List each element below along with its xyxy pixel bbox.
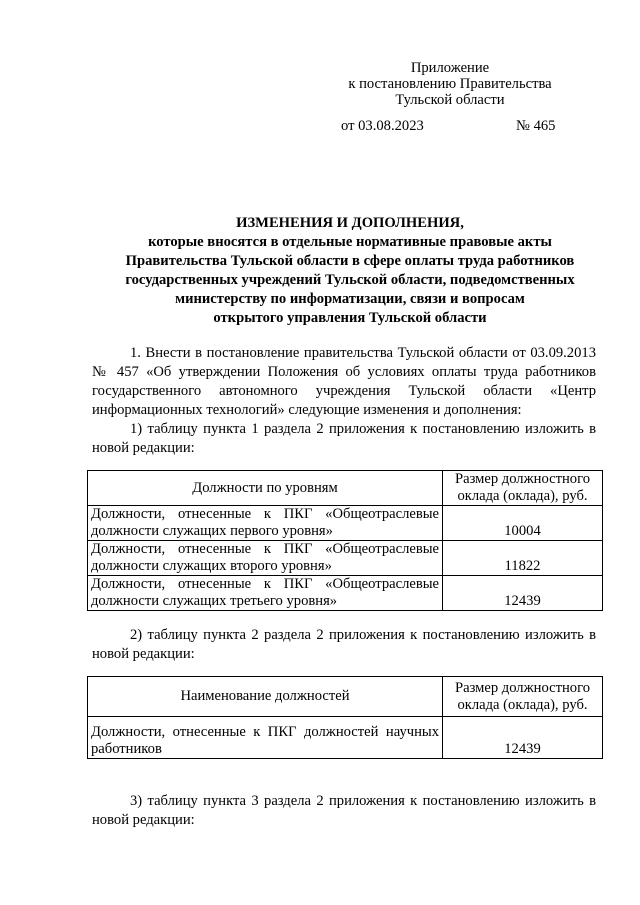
position-name: Должности, отнесенные к ПКГ «Общеотраслевые должности служащих третьего уровня» xyxy=(88,576,443,611)
document-title xyxy=(80,214,620,328)
position-name: Должности, отнесенные к ПКГ должностей научных работников xyxy=(88,717,443,759)
salary-value: 12439 xyxy=(443,576,603,611)
annex-line: к постановлению Правительства xyxy=(348,76,552,92)
paragraph-2: 1) таблицу пункта 1 раздела 2 приложения к постановлению изложить в новой редакции: xyxy=(92,421,596,456)
document-date: от 03.08.2023 xyxy=(341,118,424,134)
title-line: государственных учреждений Тульской области, подведомственных xyxy=(125,272,575,288)
position-name: Должности, отнесенные к ПКГ «Общеотраслевые должности служащих первого уровня» xyxy=(88,506,443,541)
title-line: ИЗМЕНЕНИЯ И ДОПОЛНЕНИЯ, xyxy=(236,215,464,231)
table-header: Должности по уровням xyxy=(88,471,443,506)
salary-value: 12439 xyxy=(443,717,603,759)
salary-value: 10004 xyxy=(443,506,603,541)
table-header: Размер должностного оклада (оклада), руб. xyxy=(443,677,603,717)
annex-line: Приложение xyxy=(410,60,490,76)
annex-block xyxy=(300,60,600,108)
salary-value: 11822 xyxy=(443,541,603,576)
title-line: открытого управления Тульской области xyxy=(213,310,487,326)
table-row xyxy=(88,576,603,611)
title-line: которые вносятся в отдельные нормативные правовые акты xyxy=(148,234,552,250)
salary-table-2 xyxy=(87,676,603,759)
title-line: Правительства Тульской области в сфере оплаты труда работников xyxy=(125,253,575,269)
document-number: № 465 xyxy=(516,118,556,134)
title-line: министерству по информатизации, связи и вопросам xyxy=(175,291,525,307)
paragraph-3: 2) таблицу пункта 2 раздела 2 приложения к постановлению изложить в новой редакции: xyxy=(92,627,596,662)
paragraph-4: 3) таблицу пункта 3 раздела 2 приложения к постановлению изложить в новой редакции: xyxy=(92,793,596,828)
salary-table-1 xyxy=(87,470,603,611)
table-header: Наименование должностей xyxy=(88,677,443,717)
table-header: Размер должностного оклада (оклада), руб. xyxy=(443,471,603,506)
annex-line: Тульской области xyxy=(395,92,505,108)
table-row xyxy=(88,717,603,759)
paragraph-1: 1. Внести в постановление правительства Тульской области от 03.09.2013 № 457 «Об утверждении Положения об условиях оплаты труда работников государственного автономного учреждения Тульской области «Центр информационных технологий» следующие изменения и дополнения: xyxy=(92,345,596,418)
table-row xyxy=(88,541,603,576)
table-row xyxy=(88,506,603,541)
position-name: Должности, отнесенные к ПКГ «Общеотраслевые должности служащих второго уровня» xyxy=(88,541,443,576)
